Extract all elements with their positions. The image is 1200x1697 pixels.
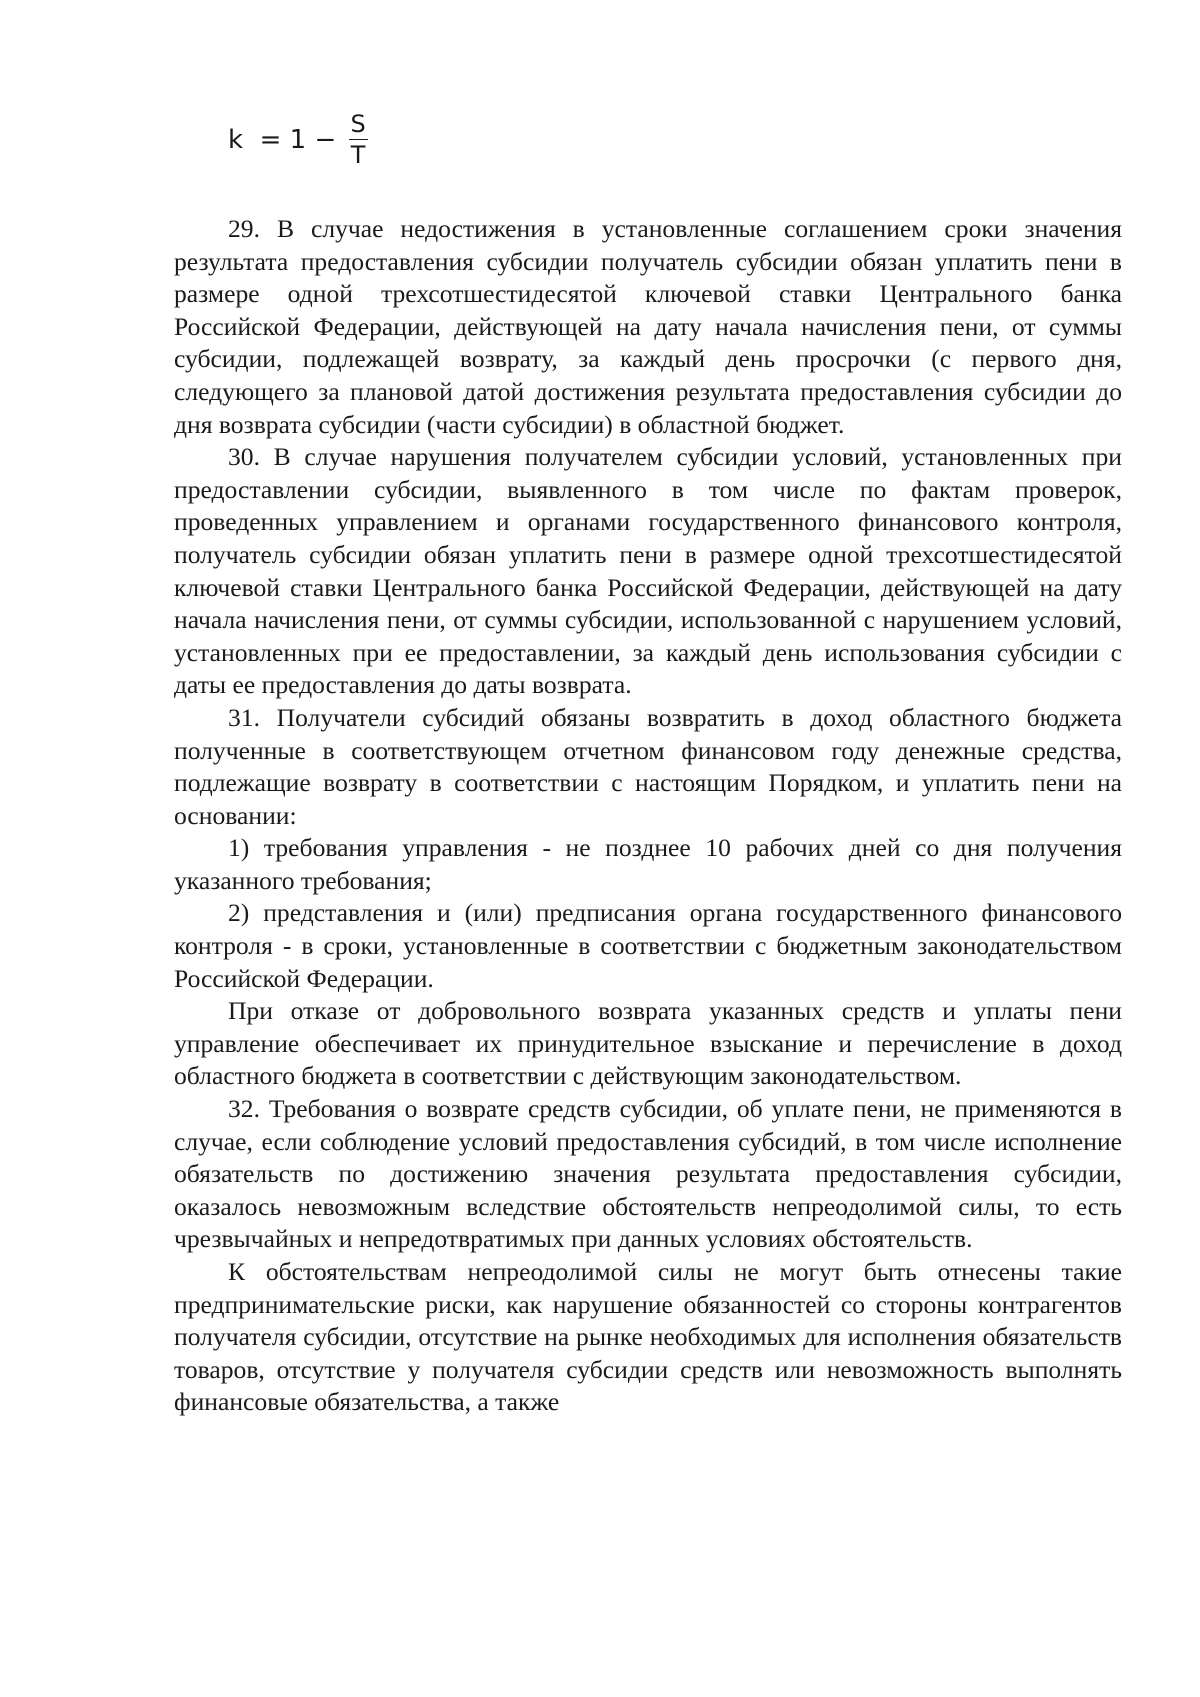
formula-fraction [349, 112, 368, 167]
formula-lhs: k = 1 − [228, 124, 345, 155]
paragraph-31-item-1: 1) требования управления - не позднее 10 рабочих дней со дня получения указанного требования; [174, 833, 1122, 895]
paragraph-32: 32. Требования о возврате средств субсидии, об уплате пени, не применяются в случае, если соблюдение условий предоставления субсидий, в том числе исполнение обязательств по достижению значения результата предоставления субсидии, оказалось невозможным вследствие обстоятельств непреодолимой силы, то есть чрезвычайных и непредотвратимых при данных условиях обстоятельств. [174, 1094, 1122, 1254]
coefficient-formula [228, 112, 368, 167]
formula-denominator: T [350, 141, 366, 169]
paragraph-31-refusal: При отказе от добровольного возврата указанных средств и уплаты пени управление обеспечивает их принудительное взыскание и перечисление в доход областного бюджета в соответствии с действующим законодательством. [174, 996, 1122, 1091]
paragraph-32-force-majeure: К обстоятельствам непреодолимой силы не могут быть отнесены такие предпринимательские риски, как нарушение обязанностей со стороны контрагентов получателя субсидии, отсутствие на рынке необходимых для исполнения обязательств товаров, отсутствие у получателя субсидии средств или невозможность выполнять финансовые обязательства, а также [174, 1257, 1122, 1417]
formula-numerator: S [350, 110, 366, 138]
paragraph-29: 29. В случае недостижения в установленные соглашением сроки значения результата предоставления субсидии получатель субсидии обязан уплатить пени в размере одной трехсотшестидесятой ключевой ставки Центрального банка Российской Федерации, действующей на дату начала начисления пени, от суммы субсидии, подлежащей возврату, за каждый день просрочки (с первого дня, следующего за плановой датой достижения результата предоставления субсидии до дня возврата субсидии (части субсидии) в областной бюджет. [174, 214, 1122, 439]
paragraph-31: 31. Получатели субсидий обязаны возвратить в доход областного бюджета полученные в соответствующем отчетном финансовом году денежные средства, подлежащие возврату в соответствии с настоящим Порядком, и уплатить пени на основании: [174, 702, 1122, 830]
paragraph-30: 30. В случае нарушения получателем субсидии условий, установленных при предоставлении субсидии, выявленного в том числе по фактам проверок, проведенных управлением и органами государственного финансового контроля, получатель субсидии обязан уплатить пени в размере одной трехсотшестидесятой ключевой ставки Центрального банка Российской Федерации, действующей на дату начала начисления пени, от суммы субсидии, использованной с нарушением условий, установленных при ее предоставлении, за каждый день использования субсидии с даты ее предоставления до даты возврата. [174, 442, 1122, 700]
document-body [174, 213, 1122, 1419]
paragraph-31-item-2: 2) представления и (или) предписания органа государственного финансового контроля - в сроки, установленные в соответствии с бюджетным законодательством Российской Федерации. [174, 898, 1122, 993]
